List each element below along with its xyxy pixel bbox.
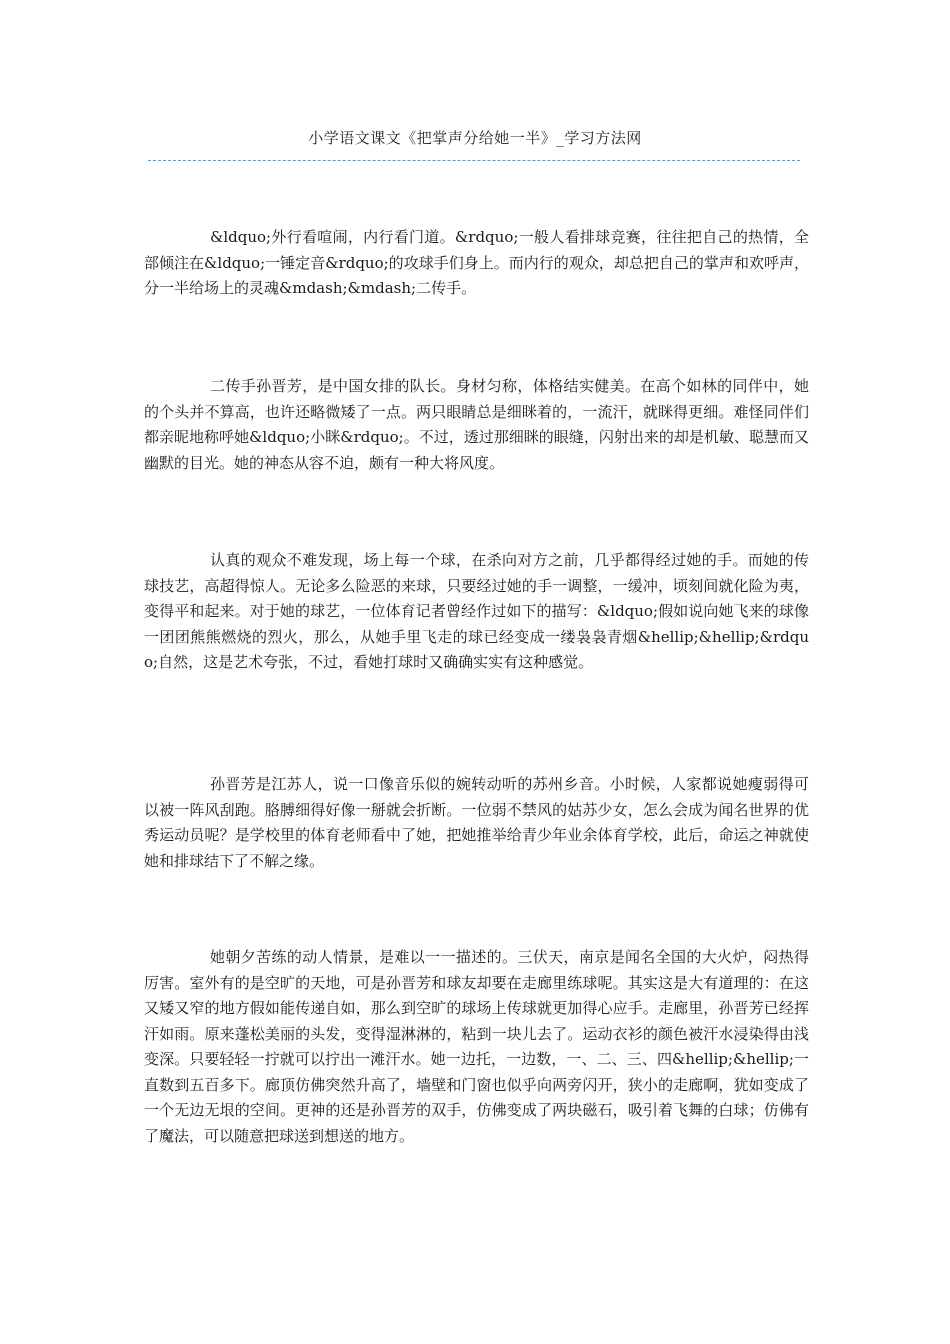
paragraph-2: 二传手孙晋芳，是中国女排的队长。身材匀称，体格结实健美。在高个如林的同伴中，她的个头并不算高，也许还略微矮了一点。两只眼睛总是细眯着的，一流汗，就眯得更细。难怪同伴们都亲昵地称呼她&ldquo;小眯&rdquo;。不过，透过那细眯的眼缝，闪射出来的却是机敏、聪慧而又幽默的目光。她的神态从容不迫，颇有一种大将风度。 [144,377,809,472]
document-title: 小学语文课文《把掌声分给她一半》_学习方法网 [308,129,642,147]
paragraph-1: &ldquo;外行看喧闹，内行看门道。&rdquo;一般人看排球竞赛，往往把自己的热情，全部倾注在&ldquo;一锤定音&rdquo;的攻球手们身上。而内行的观众，却总把自己的掌声和欢呼声，分一半给场上的灵魂&mdash;&mdash;二传手。 [144,228,809,297]
paragraph-4: 孙晋芳是江苏人，说一口像音乐似的婉转动听的苏州乡音。小时候，人家都说她瘦弱得可以被一阵风刮跑。胳膊细得好像一掰就会折断。一位弱不禁风的姑苏少女，怎么会成为闻名世界的优秀运动员呢？是学校里的体育老师看中了她，把她推举给青少年业余体育学校，此后，命运之神就使她和排球结下了不解之缘。 [144,775,809,870]
paragraph-5: 她朝夕苦练的动人情景，是难以一一描述的。三伏天，南京是闻名全国的大火炉，闷热得厉害。室外有的是空旷的天地，可是孙晋芳和球友却要在走廊里练球呢。其实这是大有道理的：在这又矮又窄的地方假如能传递自如，那么到空旷的球场上传球就更加得心应手。走廊里，孙晋芳已经挥汗如雨。原来蓬松美丽的头发，变得湿淋淋的，粘到一块儿去了。运动衣衫的颜色被汗水浸染得由浅变深。只要轻轻一拧就可以拧出一滩汗水。她一边托，一边数，一、二、三、四&hellip;&hellip;一直数到五百多下。廊顶仿佛突然升高了，墙壁和门窗也似乎向两旁闪开，狭小的走廊啊，犹如变成了一个无边无垠的空间。更神的还是孙晋芳的双手，仿佛变成了两块磁石，吸引着飞舞的白球；仿佛有了魔法，可以随意把球送到想送的地方。 [144,948,809,1145]
paragraph-3: 认真的观众不难发现，场上每一个球，在杀向对方之前，几乎都得经过她的手。而她的传球技艺，高超得惊人。无论多么险恶的来球，只要经过她的手一调整，一缓冲，顷刻间就化险为夷，变得平和起来。对于她的球艺，一位体育记者曾经作过如下的描写：&ldquo;假如说向她飞来的球像一团团熊熊燃烧的烈火，那么，从她手里飞走的球已经变成一缕袅袅青烟&hellip;&hellip;&rdquo;自然，这是艺术夸张，不过，看她打球时又确确实实有这种感觉。 [144,551,809,671]
title-divider [148,160,800,161]
